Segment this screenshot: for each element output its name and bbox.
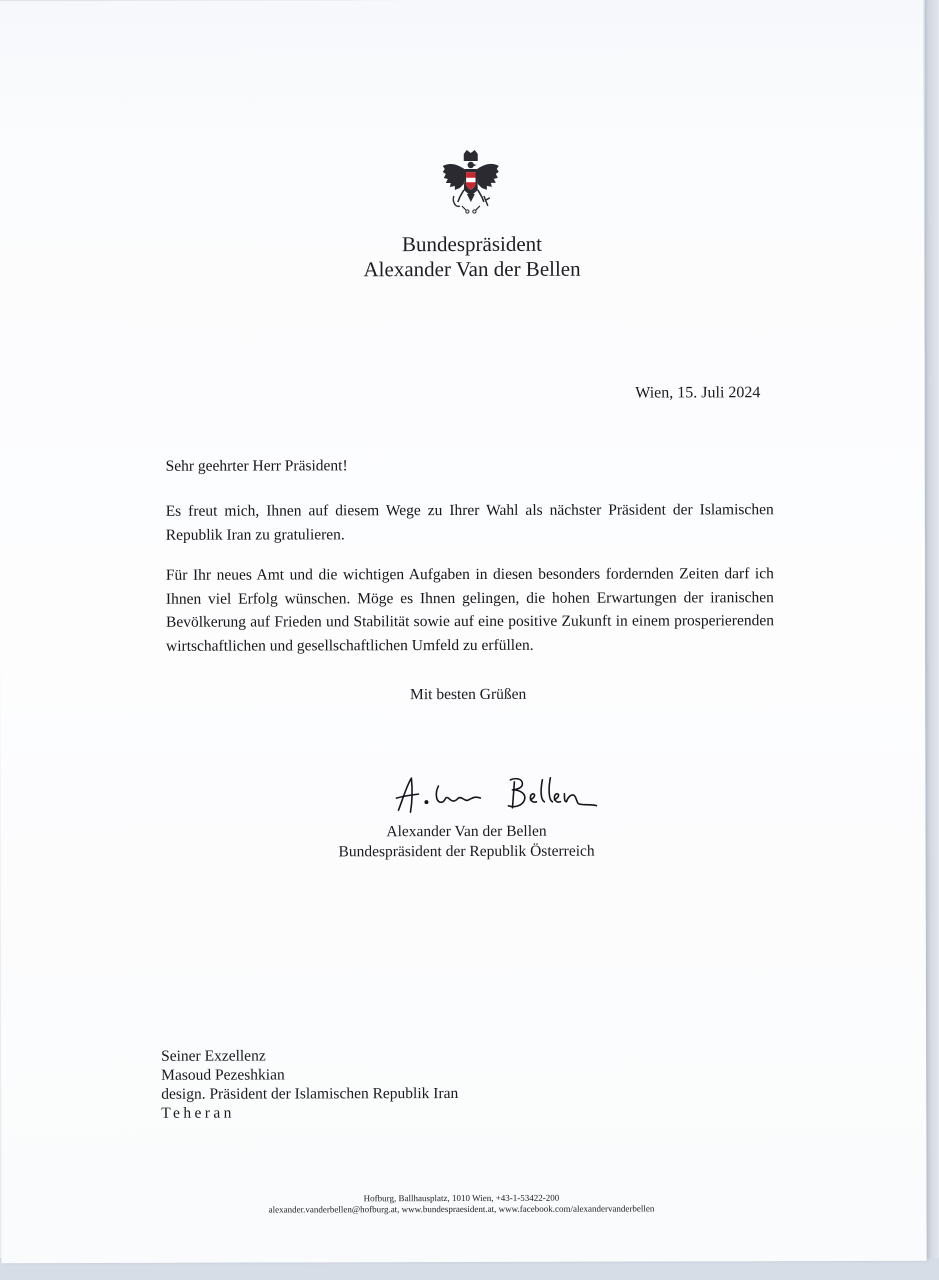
recipient-line-1: Seiner Exzellenz	[161, 1047, 266, 1065]
recipient-line-3: design. Präsident der Islamischen Republik Iran	[161, 1085, 459, 1103]
closing-greeting: Mit besten Grüßen	[410, 685, 527, 704]
salutation: Sehr geehrter Herr Präsident!	[165, 457, 348, 475]
footer-contact-line: alexander.vanderbellen@hofburg.at, www.bundespraesident.at, www.facebook.com/alexandervanderbellen	[268, 1203, 655, 1215]
recipient-line-2: Masoud Pezeshkian	[161, 1066, 285, 1084]
handwritten-signature	[392, 772, 602, 819]
recipient-address	[161, 1046, 458, 1123]
signer-name: Alexander Van der Bellen	[386, 822, 547, 841]
footer-address-line: Hofburg, Ballhausplatz, 1010 Wien, +43-1-53422-200	[363, 1192, 560, 1204]
letterhead-name: Alexander Van der Bellen	[363, 256, 581, 282]
scan-edge-right	[925, 0, 939, 1280]
letter-footer	[201, 1192, 721, 1215]
paragraph-wishes: Für Ihr neues Amt und die wichtigen Aufgaben in diesen besonders fordernden Zeiten darf ich Ihnen viel Erfolg wünschen. Möge es Ihnen gelingen, die hohen Erwartungen der iranischen Bevölkerung auf Frieden und Stabilität sowie auf eine positive Zukunft in einem prosperierenden wirtschaftlichen und gesellschaftlichen Umfeld zu erfüllen.	[165, 565, 774, 655]
paragraph-congratulations: Es freut mich, Ihnen auf diesem Wege zu Ihrer Wahl als nächster Präsident der Islamischen Republik Iran zu gratulieren.	[165, 501, 774, 544]
letterhead-title: Bundespräsident	[401, 231, 543, 257]
letter-date: Wien, 15. Juli 2024	[635, 384, 761, 402]
letterhead	[299, 232, 645, 283]
recipient-city: Teheran	[161, 1104, 235, 1122]
signer-title: Bundespräsident der Republik Österreich	[338, 842, 595, 861]
austrian-eagle-coat-of-arms-icon	[442, 150, 500, 216]
signer-block	[301, 822, 633, 863]
